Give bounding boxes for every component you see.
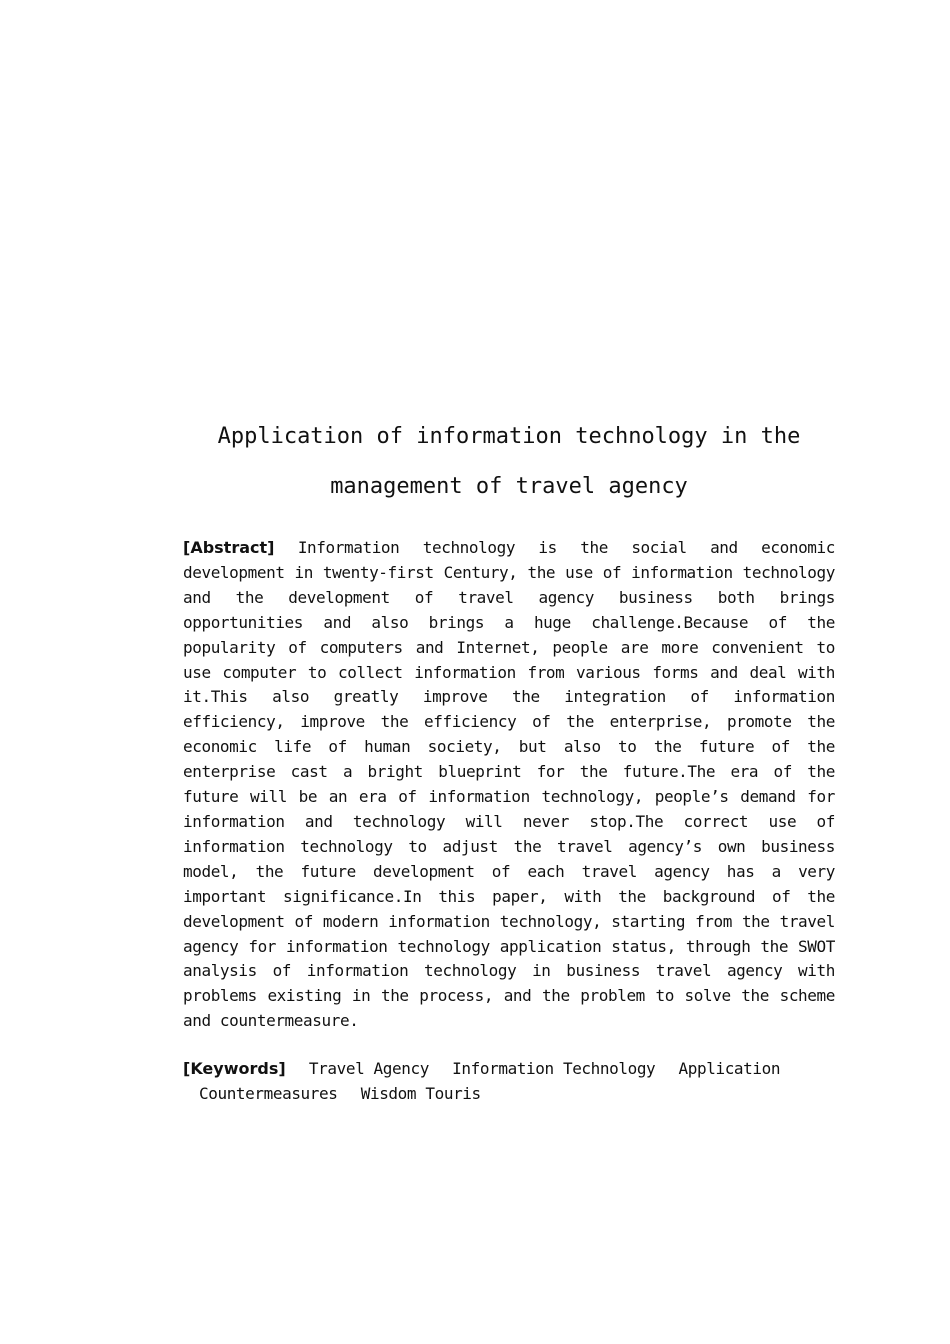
keyword: Wisdom Touris: [360, 1084, 481, 1103]
keywords-continued: [183, 1081, 835, 1106]
keywords-section: [183, 1056, 835, 1106]
abstract-label: [Abstract]: [183, 538, 275, 557]
keyword: Countermeasures: [199, 1084, 338, 1103]
paper-title-line-2: management of travel agency: [330, 474, 688, 499]
keyword: Travel Agency: [308, 1059, 429, 1078]
keyword: Application: [678, 1059, 781, 1078]
keyword: Information Technology: [452, 1059, 656, 1078]
abstract-text: Information technology is the social and economic development in twenty-first Century, the use of information technology and the development of travel agency business both brings opportunities and also brings a huge challenge.Because of the popularity of computers and Internet, people are more convenient to use computer to collect information from various forms and deal with it.This also greatly improve the integration of information efficiency, improve the efficiency of the enterprise, promote the economic life of human society, but also to the future of the enterprise cast a bright blueprint for the future.The era of the future will be an era of information technology, people’s demand for information and technology will never stop.The correct use of information technology to adjust the travel agency’s own business model, the future development of each travel agency has a very important significance.In this paper, with the background of the development of modern information technology, starting from the travel agency for information technology application status, through the SWOT analysis of information technology in business travel agency with problems existing in the process, and the problem to solve the scheme and countermeasure.: [183, 538, 835, 1031]
keywords-label: [Keywords]: [183, 1059, 286, 1078]
abstract-paragraph: [183, 536, 835, 1034]
paper-title-line-1: Application of information technology in the: [217, 424, 801, 449]
